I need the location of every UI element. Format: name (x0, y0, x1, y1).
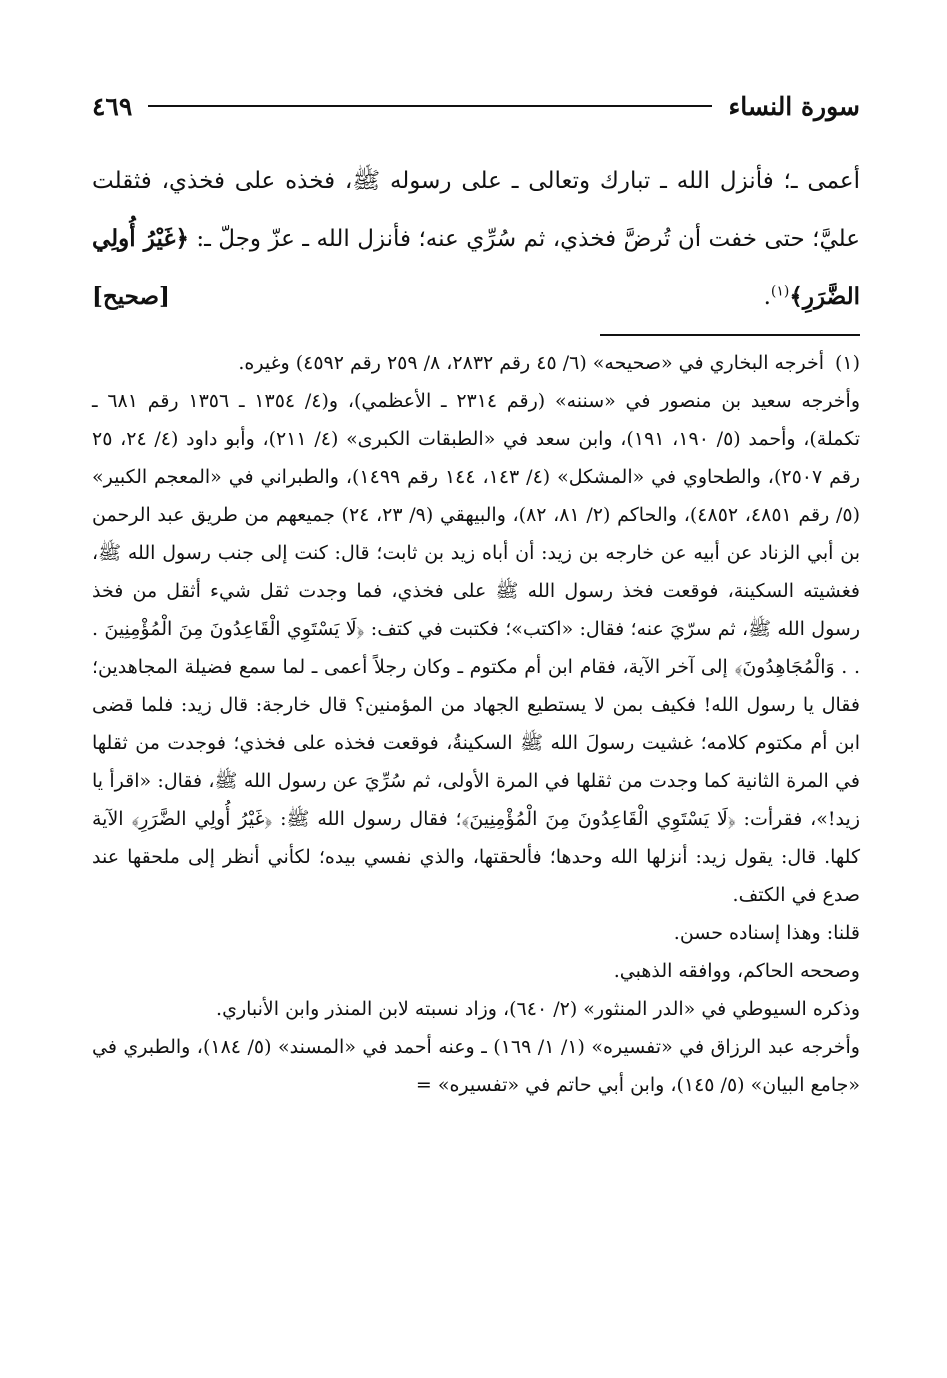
hadith-end: . (763, 284, 771, 310)
footnote-paragraph: وذكره السيوطي في «الدر المنثور» (٢/ ٦٤٠)، وزاد نسبته لابن المنذر وابن الأنباري. (216, 998, 860, 1020)
quran-verse: ﴿غَيْرُ أُولِي الضَّرَرِ﴾ (92, 225, 860, 310)
page-number: ٤٦٩ (92, 91, 133, 121)
footnote-marker: (١) (834, 352, 860, 374)
hadith-grade: [صحيح] (92, 283, 170, 310)
header-rule (148, 105, 712, 107)
footnote-reference: (١) (770, 283, 790, 300)
main-text (92, 152, 860, 326)
footnote-paragraph: وصححه الحاكم، ووافقه الذهبي. (613, 960, 860, 982)
footnote-paragraph (92, 344, 860, 382)
footnotes (92, 344, 860, 1104)
hadith-paragraph (92, 152, 860, 326)
footnote-paragraph: قلنا: وهذا إسناده حسن. (673, 922, 860, 944)
footnote-separator (600, 334, 860, 336)
footnote-paragraph: وأخرجه سعيد بن منصور في «سننه» (رقم ٢٣١٤ ـ الأعظمي)، و(٤/ ١٣٥٤ ـ ١٣٥٦ رقم ٦٨١ ـ تكملة)، وأحمد (٥/ ١٩٠، ١٩١)، وابن سعد في «الطبقات الكبرى» (٤/ ٢١١)، وأبو داود (٤/ ٢٤، ٢٥ رقم ٢٥٠٧)، والطحاوي في «المشكل» (٤/ ١٤٣، ١٤٤ رقم ١٤٩٩)، والطبراني في «المعجم الكبير» (٥/ رقم ٤٨٥١، ٤٨٥٢)، والحاكم (٢/ ٨١، ٨٢)، والبيهقي (٩/ ٢٣، ٢٤) جميعهم من طريق عبد الرحمن بن أبي الزناد عن أبيه عن خارجه بن زيد: أن أباه زيد بن ثابت؛ قال: كنت إلى جنب رسول الله ﷺ، فغشيته السكينة، فوقعت فخذ رسول الله ﷺ على فخذي، فما وجدت ثقل شيء أثقل من فخذ رسول الله ﷺ، ثم سرّيَ عنه؛ فقال: «اكتب»؛ فكتبت في كتف: ﴿لَا يَسْتَوِي الْقَاعِدُونَ مِنَ الْمُؤْمِنِينَ . . . وَالْمُجَاهِدُونَ﴾ إلى آخر الآية، فقام ابن أم مكتوم ـ وكان رجلاً أعمى ـ لما سمع فضيلة المجاهدين؛ فقال يا رسول الله! فكيف بمن لا يستطيع الجهاد من المؤمنين؟ قال خارجة: قال زيد: فلما قضى ابن أم مكتوم كلامه؛ غشيت رسولَ الله ﷺ السكينةُ، فوقعت فخذه على فخذي؛ فوجدت من ثقلها في المرة الثانية كما وجدت من ثقلها في المرة الأولى، ثم سُرِّيَ عن رسول الله ﷺ، فقال: «اقرأ يا زيد!»، فقرأت: ﴿لَا يَسْتَوِي الْقَاعِدُونَ مِنَ الْمُؤْمِنِينَ﴾؛ فقال رسول الله ﷺ: ﴿غَيْرُ أُولِي الضَّرَرِ﴾ الآية كلها. قال: يقول زيد: أنزلها الله وحدها؛ فألحقتها، والذي نفسي بيده؛ لكأني أنظر إلى ملحقها عند صدع في الكتف. (92, 390, 861, 906)
surah-name: سورة النساء (728, 91, 860, 121)
footnote-paragraph: وأخرجه عبد الرزاق في «تفسيره» (١/ ١/ ١٦٩) ـ وعنه أحمد في «المسند» (٥/ ١٨٤)، والطبري في «جامع البيان» (٥/ ١٤٥)، وابن أبي حاتم في «تفسيره» = (92, 1036, 860, 1096)
footnote-text: أخرجه البخاري في «صحيحه» (٦/ ٤٥ رقم ٢٨٣٢، ٨/ ٢٥٩ رقم ٤٥٩٢) وغيره. (238, 352, 824, 374)
page-header (92, 86, 860, 126)
hadith-text: أعمى ـ؛ فأنزل الله ـ تبارك وتعالى ـ على رسوله ﷺ، فخذه على فخذي، فثقلت عليَّ؛ حتى خفت أن تُرضَّ فخذي، ثم سُرِّي عنه؛ فأنزل الله ـ عزّ وجلّ ـ: (92, 168, 860, 252)
